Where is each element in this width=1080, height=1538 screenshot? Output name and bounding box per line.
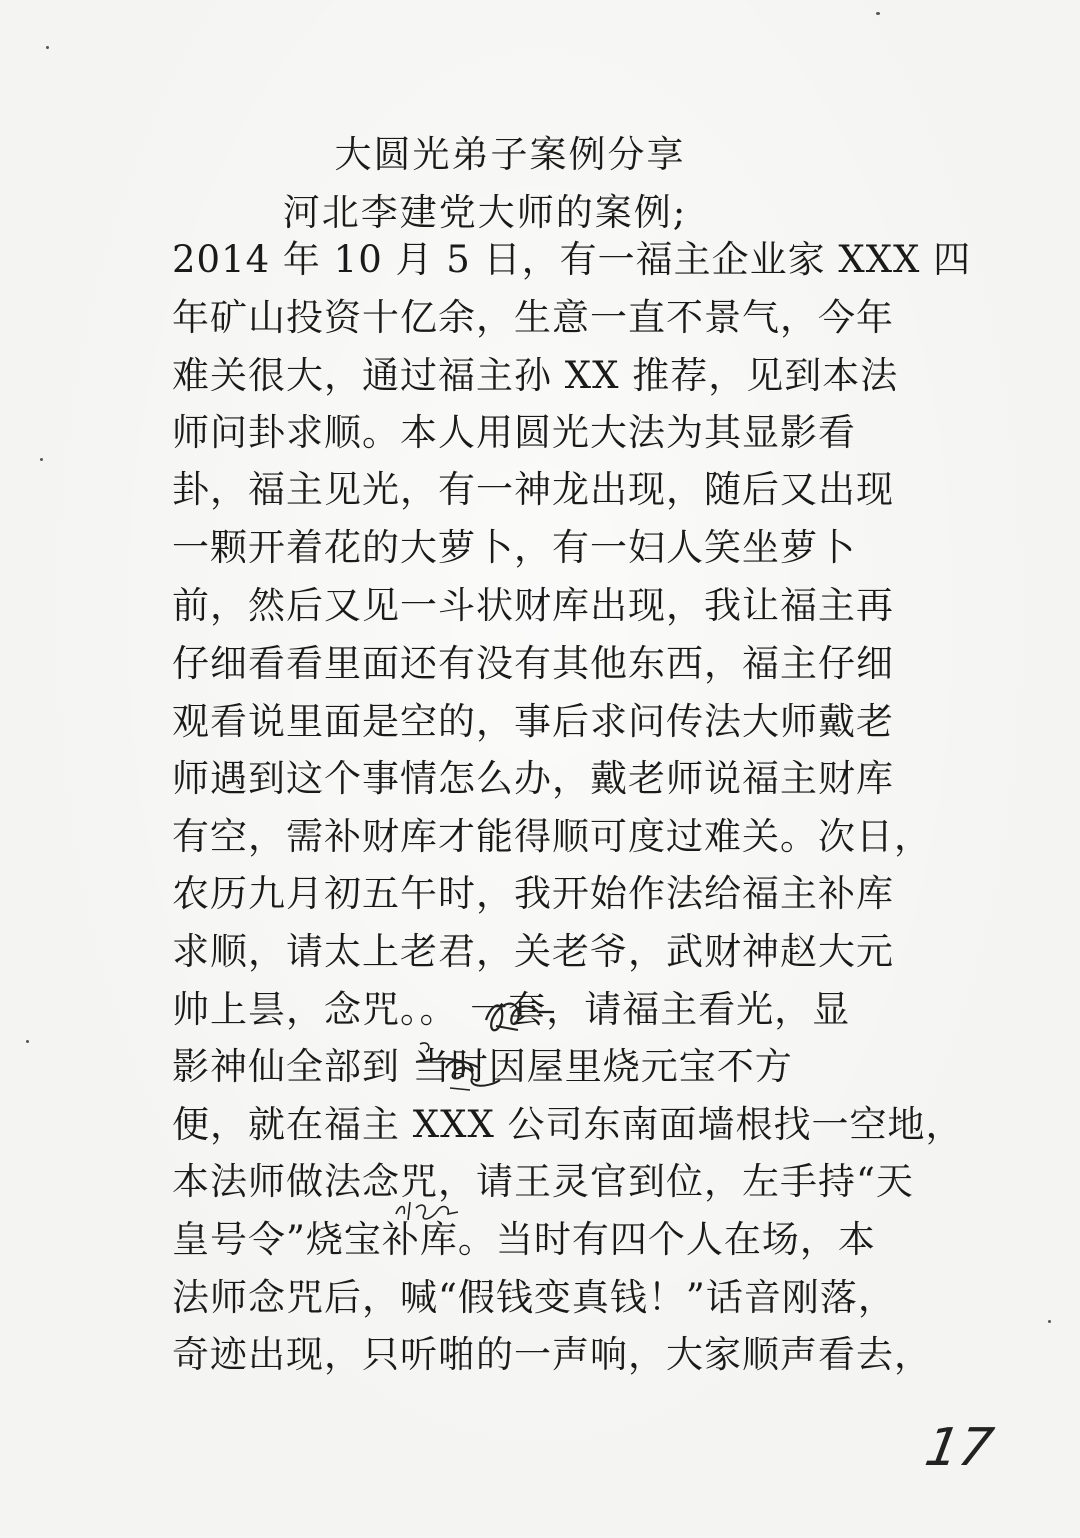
scan-speck bbox=[26, 1040, 29, 1043]
body-line: 年矿山投资十亿余，生意一直不景气，今年 bbox=[172, 296, 894, 339]
body-line: 皇号令”烧宝补库。当时有四个人在场，本 bbox=[172, 1218, 876, 1261]
body-line: 本法师做法念咒，请王灵官到位，左手持“天 bbox=[172, 1160, 914, 1203]
body-line: 影神仙全部到 当时因屋里烧元宝不方 bbox=[172, 1045, 793, 1088]
body-line: 便，就在福主 XXX 公司东南面墙根找一空地， bbox=[172, 1103, 964, 1146]
body-line: 奇迹出现，只听啪的一声响，大家顺声看去， bbox=[172, 1333, 932, 1376]
scan-speck bbox=[1048, 1320, 1051, 1323]
page-title: 大圆光弟子案例分享 bbox=[334, 133, 686, 176]
scan-speck bbox=[876, 12, 880, 15]
page-subtitle: 河北李建党大师的案例; bbox=[282, 191, 688, 234]
body-line: 前，然后又见一斗状财库出现，我让福主再 bbox=[172, 584, 894, 627]
body-line: 帅上昙，念咒。。 一套，请福主看光，显 bbox=[172, 988, 851, 1031]
body-line: 求顺，请太上老君，关老爷，武财神赵大元 bbox=[172, 930, 894, 973]
body-line: 有空，需补财库才能得顺可度过难关。次日， bbox=[172, 815, 932, 858]
page-number: 17 bbox=[920, 1418, 998, 1478]
body-line: 仔细看看里面还有没有其他东西，福主仔细 bbox=[172, 642, 894, 685]
body-line: 农历九月初五午时，我开始作法给福主补库 bbox=[172, 872, 894, 915]
body-line: 师遇到这个事情怎么办，戴老师说福主财库 bbox=[172, 757, 894, 800]
body-line: 难关很大，通过福主孙 XX 推荐，见到本法 bbox=[172, 354, 899, 397]
body-line: 2014 年 10 月 5 日，有一福主企业家 XXX 四 bbox=[172, 238, 972, 281]
scan-speck bbox=[40, 458, 43, 461]
body-line: 卦，福主见光，有一神龙出现，随后又出现 bbox=[172, 468, 894, 511]
body-line: 一颗开着花的大萝卜，有一妇人笑坐萝卜 bbox=[172, 526, 856, 569]
body-line: 师问卦求顺。本人用圆光大法为其显影看 bbox=[172, 411, 856, 454]
body-line: 观看说里面是空的，事后求问传法大师戴老 bbox=[172, 700, 894, 743]
scan-speck bbox=[46, 46, 49, 49]
body-line: 法师念咒后，喊“假钱变真钱！”话音刚落， bbox=[172, 1276, 896, 1319]
